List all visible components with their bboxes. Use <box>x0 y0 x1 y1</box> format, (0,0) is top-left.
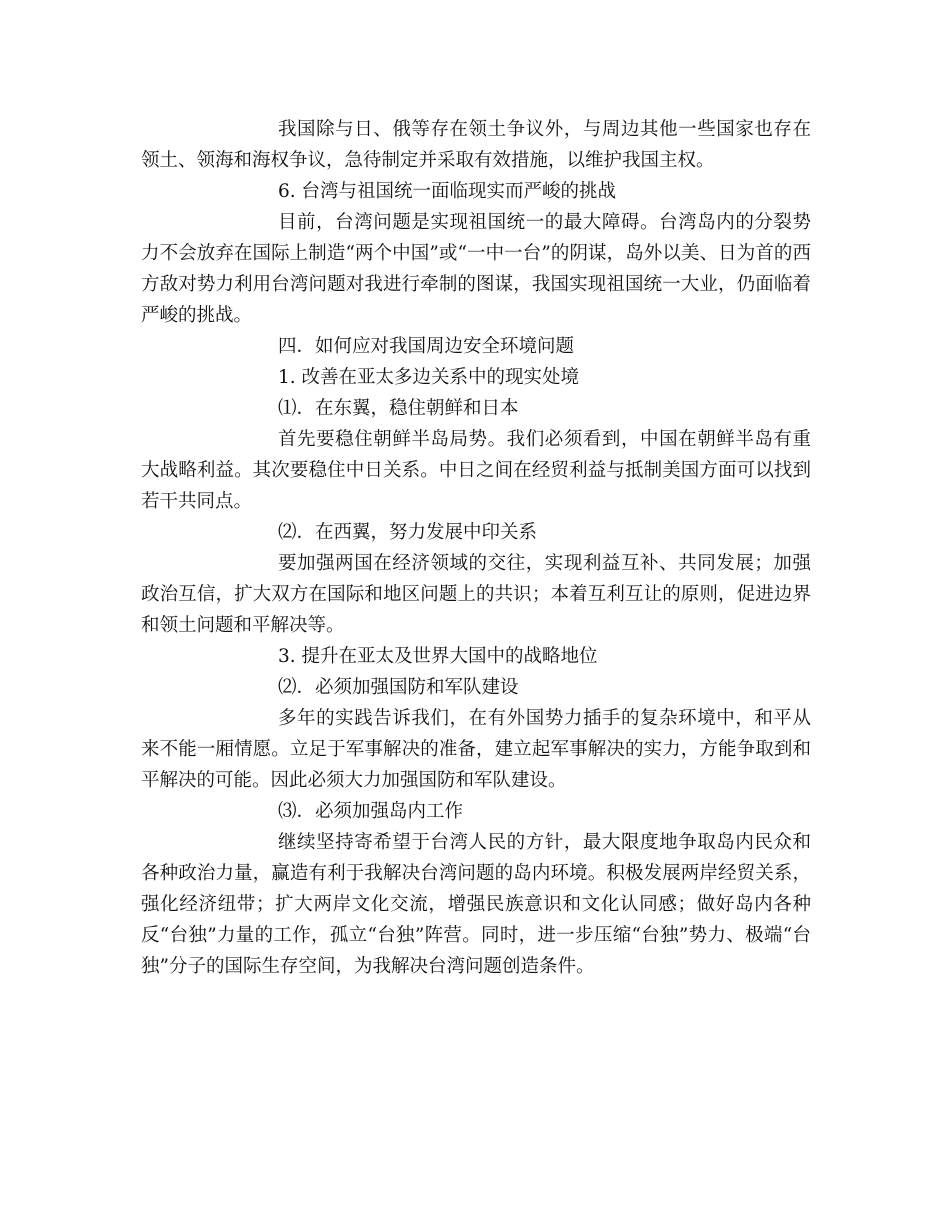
heading-strategic-status: 3. 提升在亚太及世界大国中的战略地位 <box>278 646 598 667</box>
paragraph-territorial-disputes: 我国除与日、俄等存在领土争议外，与周边其他一些国家也存在领土、领海和海权争议，急待制定并采取有效措施，以维护我国主权。 <box>141 119 811 171</box>
heading-west-wing: ⑵．在西翼，努力发展中印关系 <box>278 522 538 543</box>
heading-taiwan-challenge: 6. 台湾与祖国统一面临现实而严峻的挑战 <box>278 181 617 202</box>
heading-island-work: ⑶．必须加强岛内工作 <box>278 801 464 822</box>
heading-section-four: 四．如何应对我国周边安全环境问题 <box>278 336 575 357</box>
paragraph-defense-practice: 多年的实践告诉我们，在有外国势力插手的复杂环境中，和平从来不能一厢情愿。立足于军事解决的准备，建立起军事解决的实力，方能争取到和平解决的可能。因此必须大力加强国防和军队建设。 <box>141 708 811 791</box>
heading-asia-pacific-relations: 1. 改善在亚太多边关系中的现实处境 <box>278 367 580 388</box>
paragraph-island-policy: 继续坚持寄希望于台湾人民的方针，最大限度地争取岛内民众和各种政治力量，赢造有利于我解决台湾问题的岛内环境。积极发展两岸经贸关系，强化经济纽带；扩大两岸文化交流，增强民族意识和文化认同感；做好岛内各种反“台独”力量的工作，孤立“台独”阵营。同时，进一步压缩“台独”势力、极端“台独”分子的国际生存空间，为我解决台湾问题创造条件。 <box>141 832 811 977</box>
paragraph-china-india: 要加强两国在经济领域的交往，实现利益互补、共同发展；加强政治互信，扩大双方在国际和地区问题上的共识；本着互利互让的原则，促进边界和领土问题和平解决等。 <box>141 553 811 636</box>
paragraph-taiwan-obstacle: 目前，台湾问题是实现祖国统一的最大障碍。台湾岛内的分裂势力不会放弃在国际上制造“两个中国”或“一中一台”的阴谋，岛外以美、日为首的西方敌对势力利用台湾问题对我进行牵制的图谋，我国实现祖国统一大业，仍面临着严峻的挑战。 <box>141 212 811 326</box>
heading-national-defense: ⑵．必须加强国防和军队建设 <box>278 677 519 698</box>
document-body <box>141 114 811 982</box>
paragraph-korea-japan: 首先要稳住朝鲜半岛局势。我们必须看到，中国在朝鲜半岛有重大战略利益。其次要稳住中日关系。中日之间在经贸利益与抵制美国方面可以找到若干共同点。 <box>141 429 811 512</box>
heading-east-wing: ⑴．在东翼，稳住朝鲜和日本 <box>278 398 519 419</box>
